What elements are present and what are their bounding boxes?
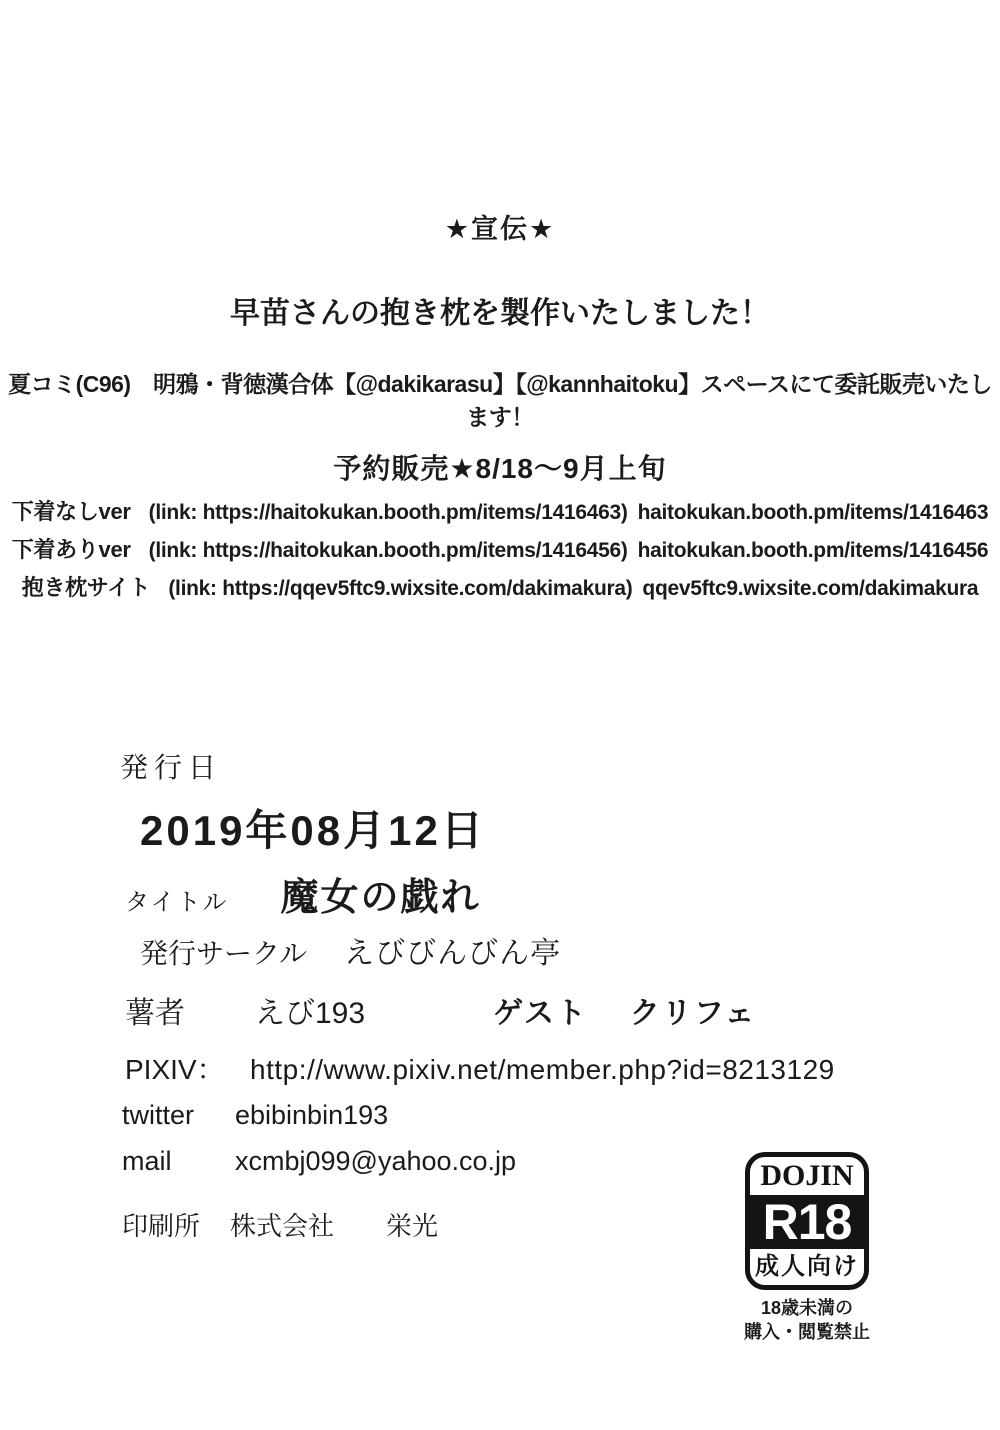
- badge-dojin-text: DOJIN: [760, 1159, 854, 1192]
- warning-line2: 購入・閲覧禁止: [744, 1322, 870, 1342]
- author-label: 薯者: [125, 997, 185, 1030]
- twitter-row: [122, 1100, 388, 1131]
- promo-preorder-period: 予約販売★8/18～9月上旬: [333, 453, 667, 484]
- age-restriction-warning: [726, 1296, 888, 1344]
- mail-row: [122, 1146, 516, 1177]
- promo-announcement: 早苗さんの抱き枕を製作いたしました！: [230, 297, 770, 330]
- pixiv-row: [125, 1048, 835, 1088]
- link-url-display: haitokukan.booth.pm/items/1416456: [637, 539, 989, 562]
- guest-label: ゲスト: [493, 997, 588, 1030]
- link-url-paren: (link: https://haitokukan.booth.pm/items/1416463): [148, 501, 628, 524]
- link-url-paren: (link: https://qqev5ftc9.wixsite.com/dakimakura): [168, 577, 633, 600]
- publish-date-label: 発行日: [120, 752, 223, 783]
- link-row-no-underwear: [11, 495, 989, 533]
- book-title: 魔女の戯れ: [280, 877, 481, 919]
- mail-address: xcmbj099@yahoo.co.jp: [235, 1146, 517, 1176]
- twitter-label: twitter: [122, 1100, 195, 1130]
- promo-links: [11, 495, 989, 609]
- pixiv-label: PIXIV：: [125, 1054, 225, 1085]
- warning-line1: 18歳未満の: [760, 1298, 854, 1318]
- author-row: [125, 988, 756, 1032]
- link-url-display: qqev5ftc9.wixsite.com/dakimakura: [642, 577, 979, 600]
- circle-name: えびびんびん亭: [344, 937, 562, 970]
- link-label: 下着ありver: [11, 537, 131, 562]
- printer-company: 株式会社: [230, 1211, 335, 1241]
- link-row-with-underwear: [11, 533, 989, 571]
- promo-event-info: 夏コミ(C96) 明鴉・背徳漢合体【@dakikarasu】【@kannhaitoku】スペースにて委託販売いたします！: [8, 371, 992, 430]
- link-url-display: haitokukan.booth.pm/items/1416463: [637, 501, 989, 524]
- pixiv-url: http://www.pixiv.net/member.php?id=8213129: [250, 1054, 835, 1085]
- title-label: タイトル: [125, 889, 229, 916]
- circle-row: [140, 928, 561, 972]
- printer-name: 栄光: [386, 1211, 439, 1241]
- circle-label: 発行サークル: [140, 938, 308, 969]
- link-label: 下着なしver: [11, 499, 131, 524]
- link-row-dakimakura-site: [21, 571, 979, 609]
- link-label: 抱き枕サイト: [21, 575, 151, 600]
- badge-r18-text: R18: [750, 1195, 864, 1249]
- guest-name: クリフェ: [629, 997, 757, 1030]
- twitter-handle: ebibinbin193: [235, 1100, 389, 1130]
- r18-dojin-badge: [745, 1152, 869, 1290]
- printer-label: 印刷所: [122, 1211, 201, 1241]
- badge-adult-text: 成人向け: [755, 1253, 859, 1280]
- title-row: [125, 866, 481, 921]
- mail-label: mail: [122, 1146, 172, 1176]
- author-name: えび193: [255, 997, 366, 1030]
- publish-date: 2019年08月12日: [140, 807, 486, 854]
- link-url-paren: (link: https://haitokukan.booth.pm/items/1416456): [148, 539, 628, 562]
- promo-header: ★宣伝★: [444, 214, 556, 244]
- printer-row: [122, 1206, 438, 1243]
